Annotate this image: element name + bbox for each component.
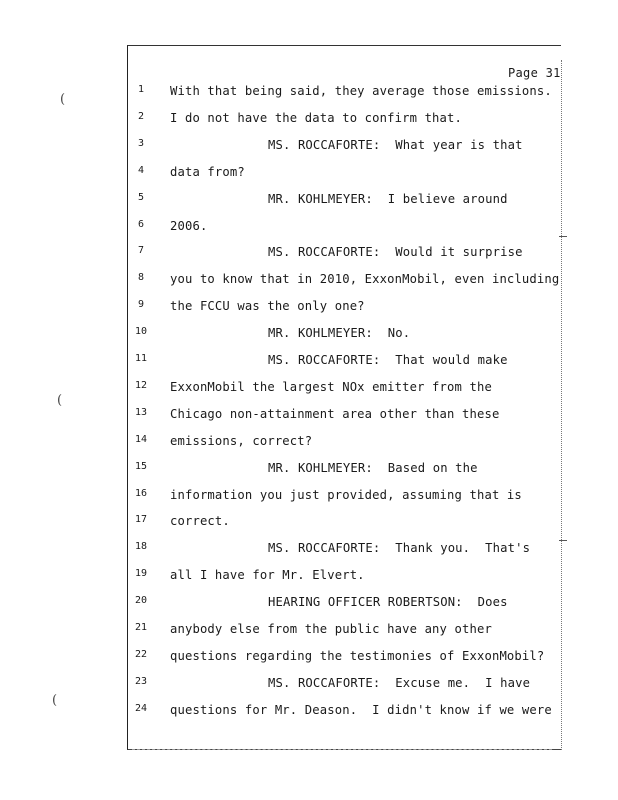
- line-text: correct.: [170, 514, 230, 529]
- transcript-line: [0, 620, 618, 640]
- transcript-line: [0, 270, 618, 290]
- transcript-line: [0, 297, 618, 317]
- line-number: 13: [134, 406, 148, 418]
- hole-punch-mark: (: [57, 393, 63, 408]
- transcript-line: [0, 539, 618, 559]
- line-number: 2: [137, 110, 145, 122]
- transcript-line: [0, 109, 618, 129]
- line-number: 5: [137, 191, 145, 203]
- transcript-line: [0, 674, 618, 694]
- line-number: 24: [134, 702, 148, 714]
- transcript-line: [0, 459, 618, 479]
- line-number: 14: [134, 433, 148, 445]
- line-text: HEARING OFFICER ROBERTSON: Does: [268, 595, 508, 610]
- transcript-line: [0, 486, 618, 506]
- line-text: MR. KOHLMEYER: No.: [268, 326, 411, 341]
- transcript-line: [0, 378, 618, 398]
- line-text: questions for Mr. Deason. I didn't know if we were: [170, 702, 552, 717]
- transcript-line: [0, 593, 618, 613]
- line-number: 3: [137, 137, 145, 149]
- transcript-line: [0, 243, 618, 263]
- line-number: 20: [134, 595, 148, 607]
- transcript-line: [0, 701, 618, 721]
- line-number: 21: [134, 622, 148, 633]
- line-number: 8: [137, 272, 145, 284]
- scan-bottom-edge: [132, 746, 552, 750]
- transcript-line: [0, 647, 618, 667]
- transcript-line: [0, 190, 618, 210]
- line-number: 1: [137, 84, 145, 95]
- line-text: information you just provided, assuming that is: [170, 487, 522, 502]
- transcript-line: [0, 351, 618, 371]
- line-text: 2006.: [170, 218, 208, 233]
- line-text: MR. KOHLMEYER: Based on the: [268, 460, 478, 475]
- line-text: you to know that in 2010, ExxonMobil, even including: [170, 272, 560, 287]
- line-text: I do not have the data to confirm that.: [170, 110, 463, 125]
- transcript-line: [0, 324, 618, 344]
- line-text: MR. KOHLMEYER: I believe around: [268, 191, 508, 206]
- line-number: 18: [134, 541, 148, 553]
- line-text: questions regarding the testimonies of ExxonMobil?: [170, 648, 545, 663]
- page-number: Page 31: [508, 66, 561, 80]
- line-number: 15: [134, 460, 148, 472]
- line-text: data from?: [170, 164, 245, 179]
- line-number: 9: [137, 299, 145, 311]
- transcript-line: [0, 217, 618, 237]
- transcript-line: [0, 163, 618, 183]
- line-text: the FCCU was the only one?: [170, 299, 365, 314]
- transcript-line: [0, 512, 618, 532]
- line-text: Chicago non-attainment area other than these: [170, 406, 500, 421]
- line-number: 10: [134, 326, 148, 338]
- hole-punch-mark: (: [60, 92, 66, 107]
- line-number: 23: [134, 675, 148, 687]
- line-number: 22: [134, 648, 148, 660]
- line-text: MS. ROCCAFORTE: Would it surprise: [268, 245, 523, 260]
- line-number: 6: [137, 218, 145, 230]
- line-text: all I have for Mr. Elvert.: [170, 568, 365, 583]
- line-number: 12: [134, 379, 148, 391]
- line-number: 4: [137, 164, 145, 176]
- transcript-line: [0, 136, 618, 156]
- line-number: 11: [134, 353, 148, 364]
- line-text: MS. ROCCAFORTE: That would make: [268, 353, 508, 367]
- hole-punch-mark: (: [52, 693, 58, 708]
- line-number: 7: [137, 245, 145, 257]
- line-number: 17: [134, 514, 148, 526]
- line-text: anybody else from the public have any other: [170, 622, 492, 636]
- transcript-line: [0, 566, 618, 586]
- line-text: MS. ROCCAFORTE: Thank you. That's: [268, 541, 531, 556]
- line-number: 16: [134, 487, 148, 499]
- transcript-line: [0, 405, 618, 425]
- line-text: MS. ROCCAFORTE: Excuse me. I have: [268, 675, 531, 690]
- line-number: 19: [134, 568, 148, 580]
- transcript-line: [0, 432, 618, 452]
- line-text: With that being said, they average those emissions.: [170, 84, 552, 98]
- line-text: MS. ROCCAFORTE: What year is that: [268, 137, 523, 152]
- line-text: emissions, correct?: [170, 433, 313, 448]
- transcript-line: [0, 82, 618, 102]
- line-text: ExxonMobil the largest NOx emitter from the: [170, 379, 492, 394]
